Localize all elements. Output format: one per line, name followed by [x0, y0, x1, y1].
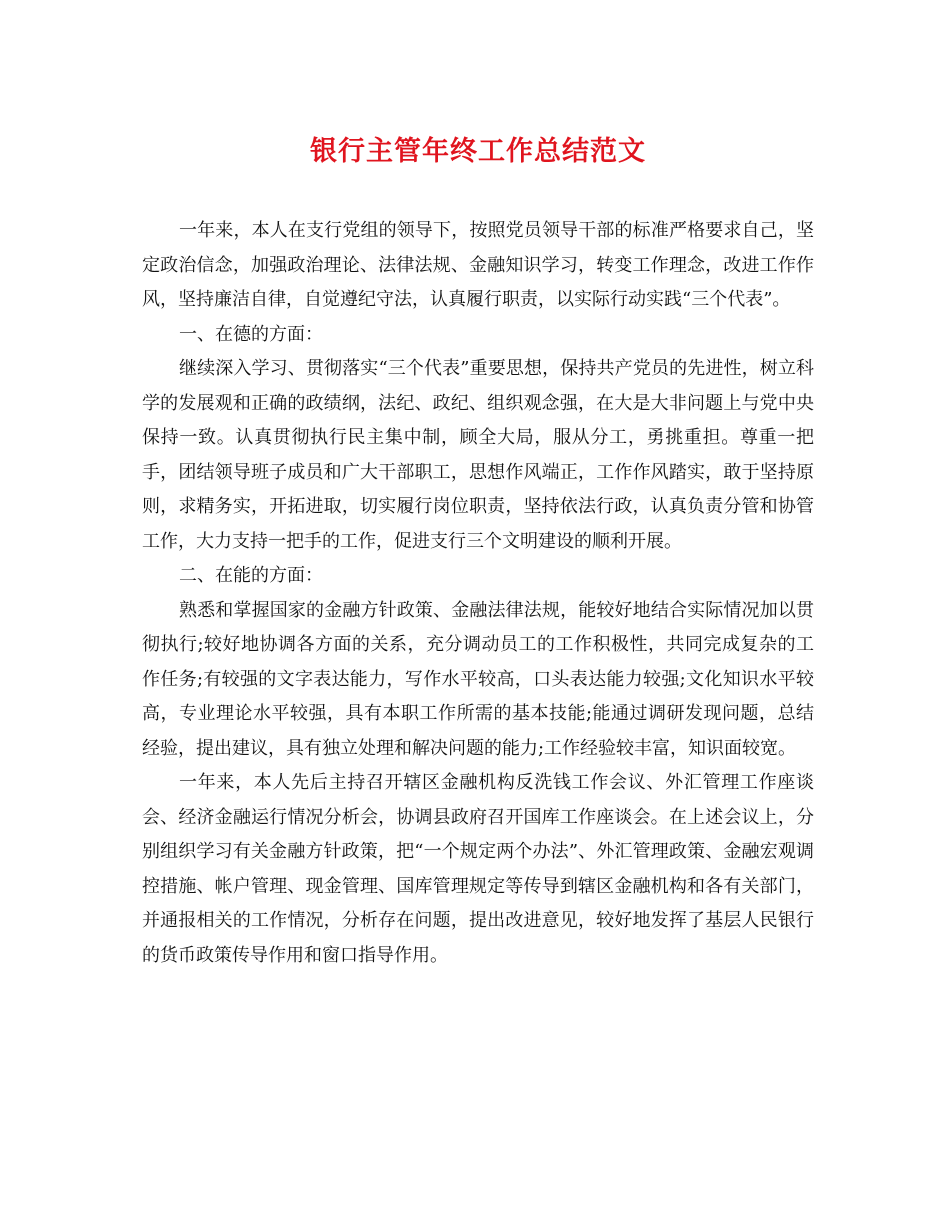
document-page [142, 130, 814, 973]
document-title: 银行主管年终工作总结范文 [310, 136, 646, 167]
paragraph-ability: 熟悉和掌握国家的金融方针政策、金融法律法规，能较好地结合实际情况加以贯彻执行;较好地协调各方面的关系，充分调动员工的工作积极性，共同完成复杂的工作任务;有较强的文字表达能力，写作水平较高，口头表达能力较强;文化知识水平较高，专业理论水平较强，具有本职工作所需的基本技能;能通过调研发现问题，总结经验，提出建议，具有独立处理和解决问题的能力;工作经验较丰富，知识面较宽。 [142, 599, 814, 759]
paragraph-morality: 继续深入学习、贯彻落实“三个代表”重要思想，保持共产党员的先进性，树立科学的发展观和正确的政绩纲，法纪、政纪、组织观念强，在大是大非问题上与党中央保持一致。认真贯彻执行民主集中制，顾全大局，服从分工，勇挑重担。尊重一把手，团结领导班子成员和广大干部职工，思想作风端正，工作作风踏实，敢于坚持原则，求精务实，开拓进取，切实履行岗位职责，坚持依法行政，认真负责分管和协管工作，大力支持一把手的工作，促进支行三个文明建设的顺利开展。 [142, 358, 814, 552]
section-heading-ability: 二、在能的方面： [179, 565, 323, 586]
paragraph-intro: 一年来，本人在支行党组的领导下，按照党员领导干部的标准严格要求自己，坚定政治信念，加强政治理论、法律法规、金融知识学习，转变工作理念，改进工作作风，坚持廉洁自律，自觉遵纪守法，认真履行职责，以实际行动实践“三个代表”。 [142, 220, 814, 310]
paragraph-meetings: 一年来，本人先后主持召开辖区金融机构反洗钱工作会议、外汇管理工作座谈会、经济金融运行情况分析会，协调县政府召开国库工作座谈会。在上述会议上，分别组织学习有关金融方针政策，把“一个规定两个办法”、外汇管理政策、金融宏观调控措施、帐户管理、现金管理、国库管理规定等传导到辖区金融机构和各有关部门，并通报相关的工作情况，分析存在问题，提出改进意见，较好地发挥了基层人民银行的货币政策传导作用和窗口指导作用。 [142, 772, 814, 966]
section-heading-morality: 一、在德的方面： [179, 323, 323, 345]
